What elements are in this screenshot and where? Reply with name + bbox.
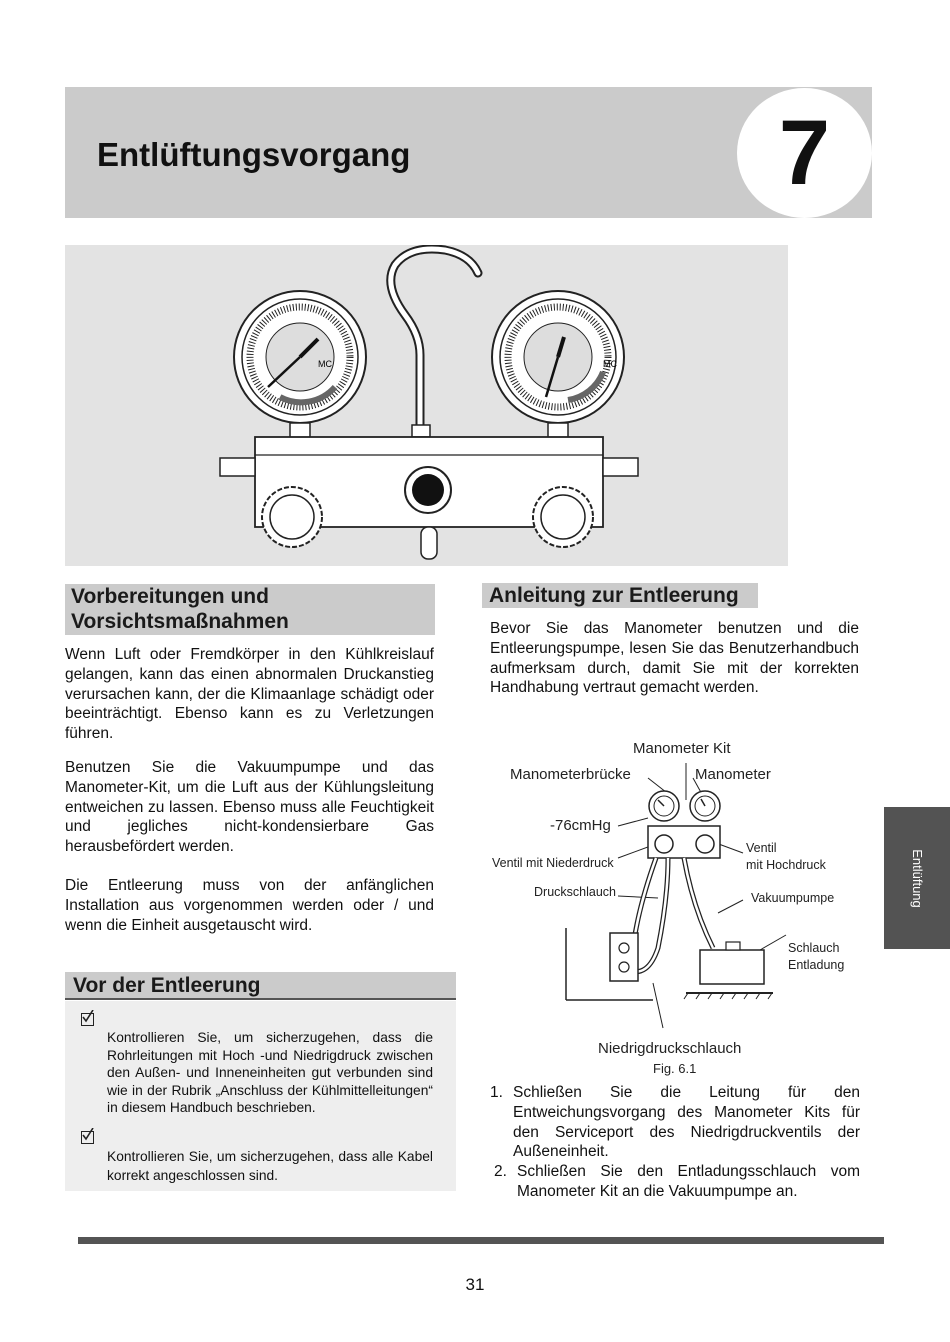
label-pressure-reading: -76cmHg [550, 817, 611, 834]
section-heading-preparations: Vorbereitungen und Vorsichtsmaßnahmen [65, 584, 435, 635]
right-gauge [492, 291, 624, 439]
chapter-number: 7 [737, 88, 872, 218]
label-vacuum-pump: Vakuumpumpe [751, 891, 835, 905]
page-number: 31 [465, 1275, 485, 1294]
evacuation-diagram [488, 738, 868, 1078]
figure-caption: Fig. 6.1 [653, 1061, 697, 1076]
checkbox-icon [81, 1013, 94, 1026]
checklist-item-1: Kontrollieren Sie, um sicherzugehen, dass die Rohrleitungen mit Hoch -und Niedrigdruck zwischen den Außen- und Inneneinheiten gut verbunden sind wie in der Rubrik „Anschluss der Kühlmittelleitungen“ in diesem Handbuch beschrieben. [81, 1011, 433, 1117]
label-high-pressure-valve: Ventil mit Hochdruck [746, 841, 826, 872]
checklist-panel [65, 1001, 456, 1191]
checklist-item-2: Kontrollieren Sie, um sicherzugehen, dass alle Kabel korrekt angeschlossen sind. [81, 1129, 433, 1185]
label-manometer: Manometer [695, 766, 771, 783]
step-1: 1. Schließen Sie die Leitung für den Entweichungsvorgang des Manometer Kits für den Serviceport des Niedrigdruckventils der Außeneinheit. [490, 1084, 860, 1161]
label-low-pressure-valve: Ventil mit Niederdruck [492, 856, 614, 870]
label-manometerbruecke: Manometerbrücke [510, 766, 631, 783]
paragraph-air-in-circuit: Wenn Luft oder Fremdkörper in den Kühlkreislauf gelangen, kann das einen abnormalen Druckanstieg verursachen kann, der die Klimaanlage schädigt oder beeinträchtigt. Ebenso kann es zu Verletzungen führen. [65, 646, 434, 743]
left-gauge [234, 291, 366, 439]
footer-rule [78, 1237, 884, 1244]
svg-text:MC: MC [318, 359, 332, 369]
section-heading-evacuation-guide: Anleitung zur Entleerung [482, 583, 758, 608]
manifold-gauge-illustration [65, 245, 788, 566]
svg-text:MC: MC [603, 359, 617, 369]
evacuation-steps [490, 1083, 860, 1202]
evacuation-intro: Bevor Sie das Manometer benutzen und die Entleerungspumpe, lesen Sie das Benutzerhandbuch aufmerksam durch, damit Sie mit der korrekten Handhabung vertraut gemacht werden. [490, 620, 859, 697]
preparations-text [65, 645, 434, 949]
chapter-side-tab: Entlüftung [884, 807, 950, 949]
label-low-pressure-hose: Niedrigdruckschlauch [598, 1040, 742, 1057]
paragraph-vacuum-pump: Benutzen Sie die Vakuumpumpe und das Manometer-Kit, um die Luft aus der Kühlungsleitung entweichen zu lassen. Ebenso muss alle Feuchtigkeit und jegliches nicht-kondensierbare Gas herausbefördert werden. [65, 758, 434, 856]
section-heading-before-evacuation: Vor der Entleerung [65, 972, 456, 1000]
evacuation-diagram-drawing [488, 738, 868, 1078]
step-2: 2. Schließen Sie den Entladungsschlauch vom Manometer Kit an die Vakuumpumpe an. [494, 1163, 860, 1200]
paragraph-when-to-evacuate: Die Entleerung muss von der anfänglichen Installation aus vorgenommen werden oder / und wenn die Einheit ausgetauscht wird. [65, 876, 434, 934]
label-discharge-hose: Schlauch Entladung [788, 941, 845, 972]
label-pressure-hose: Druckschlauch [534, 885, 616, 899]
label-manometer-kit: Manometer Kit [633, 740, 731, 757]
checkbox-icon [81, 1131, 94, 1144]
manifold-gauge-drawing [65, 245, 788, 566]
page-title: Entlüftungsvorgang [97, 136, 411, 173]
